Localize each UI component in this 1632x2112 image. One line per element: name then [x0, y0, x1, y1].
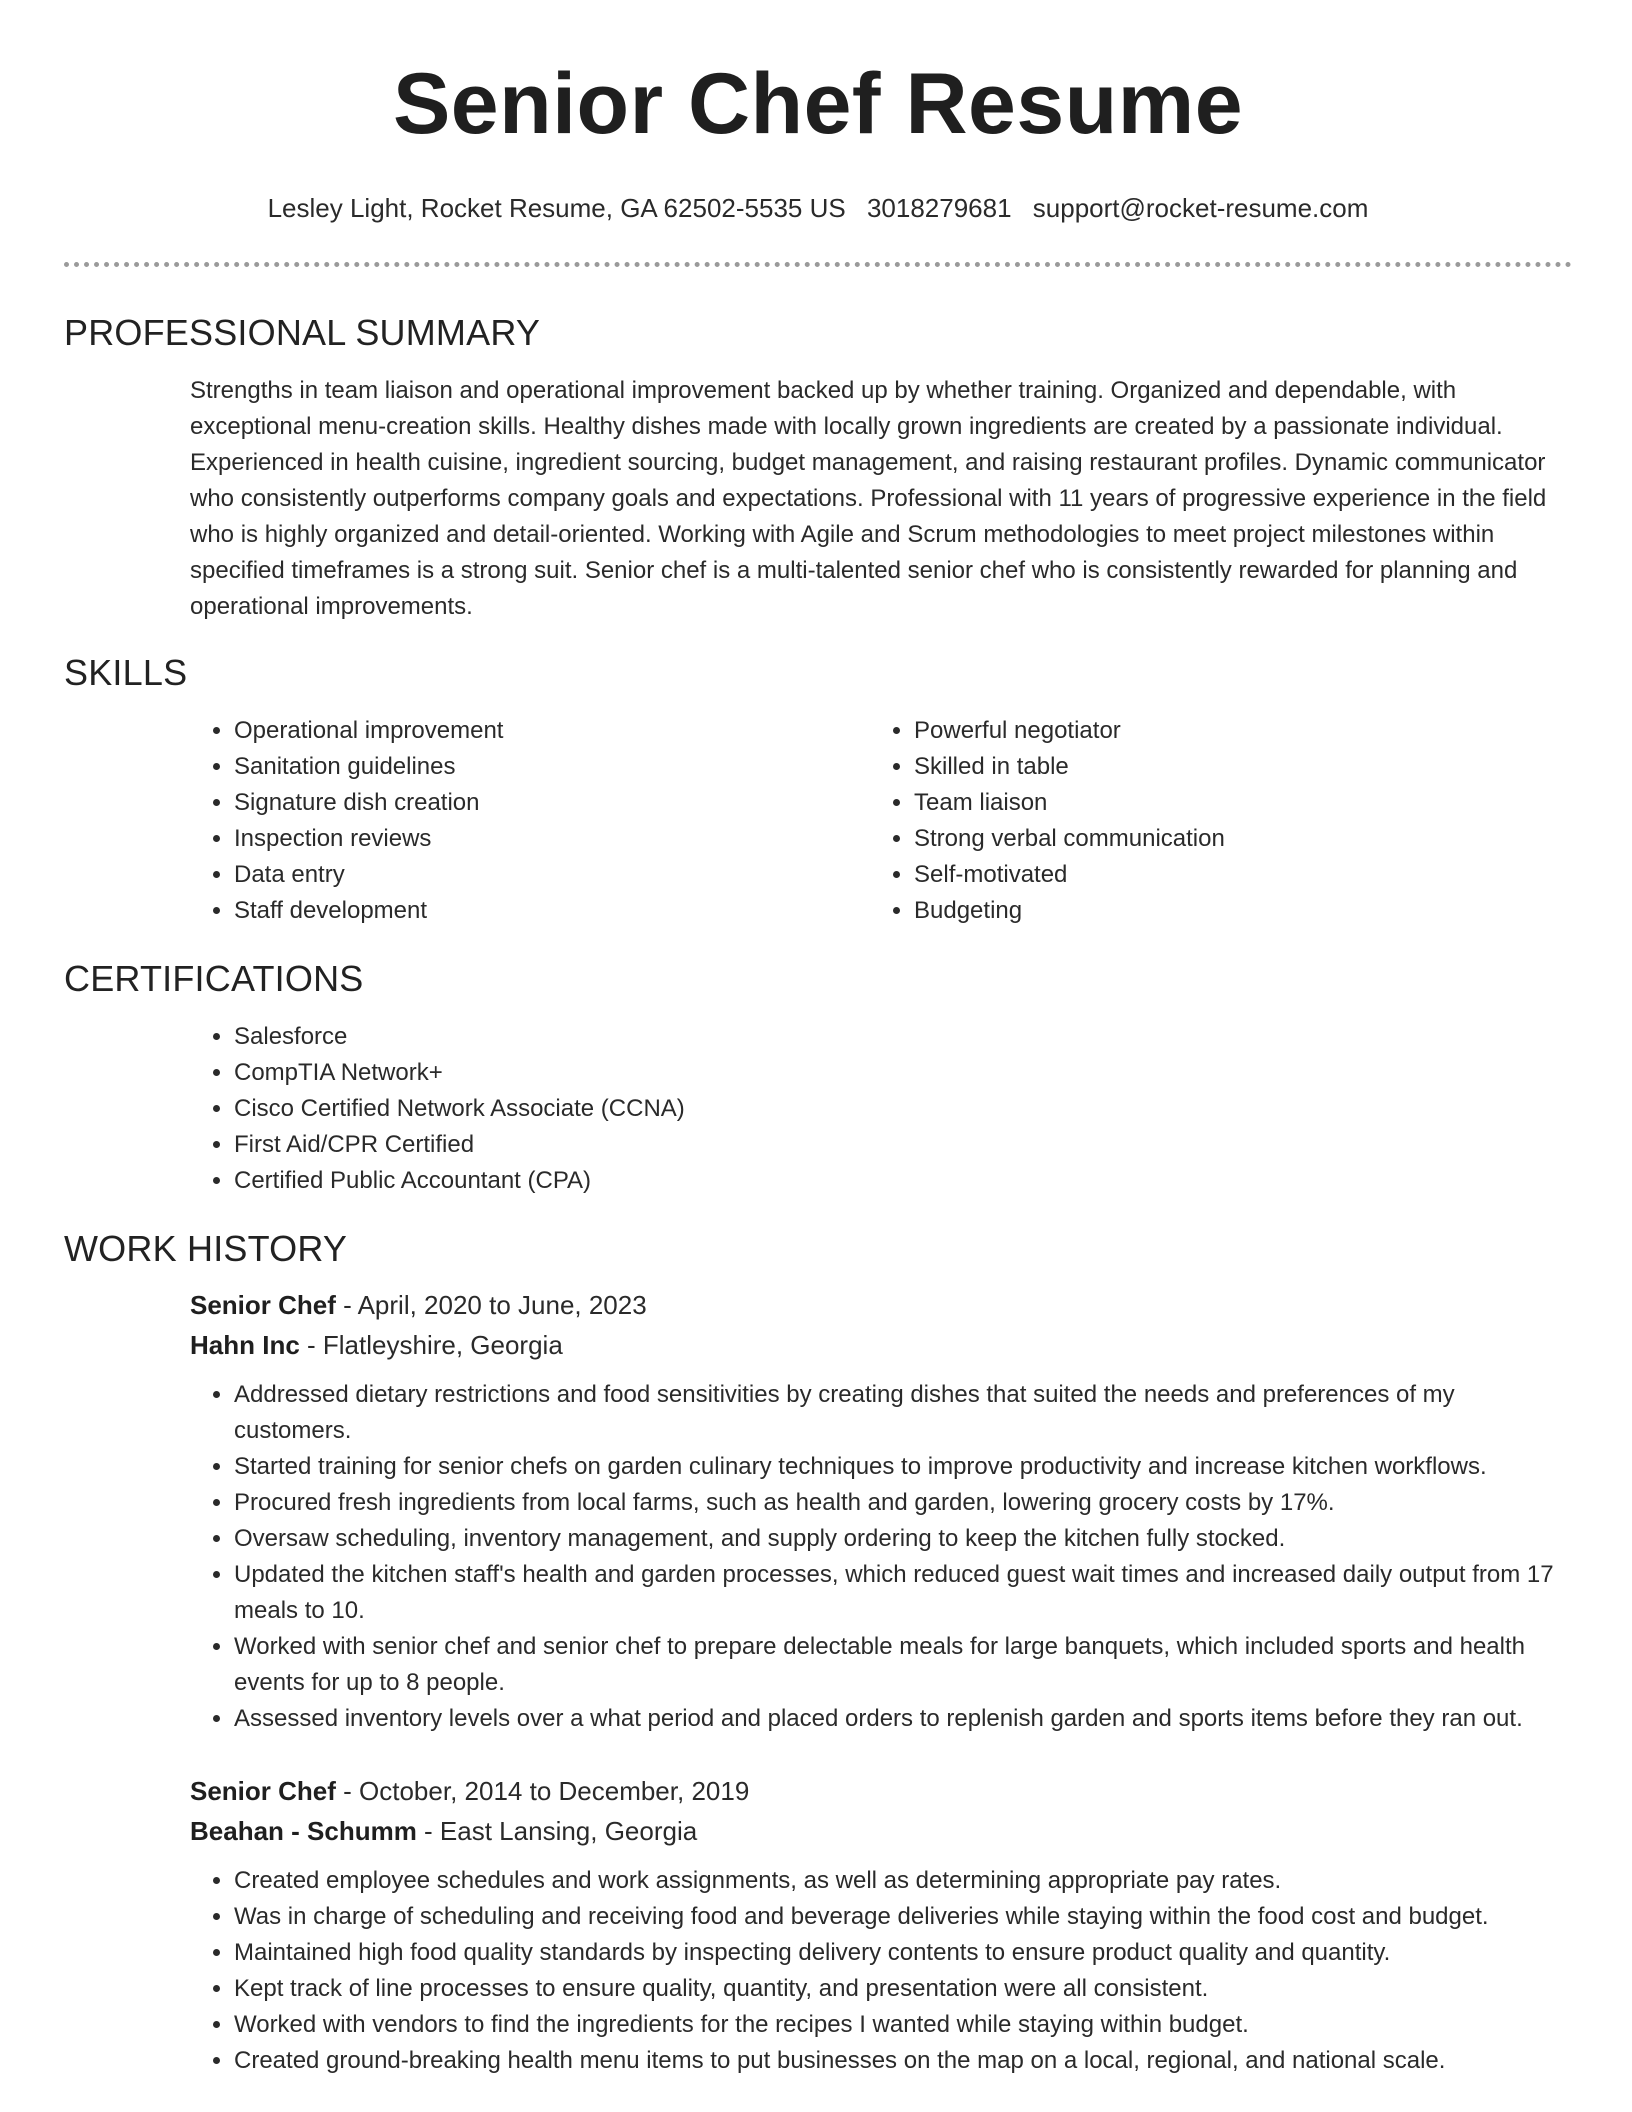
job-title-line	[190, 1771, 1572, 1811]
job-entry	[190, 1285, 1572, 1737]
page-title: Senior Chef Resume	[392, 56, 1244, 152]
skill-item: • Self-motivated	[914, 857, 1550, 893]
job-bullet: • Addressed dietary restrictions and food sensitivities by creating dishes that suited the needs and preferences of my customers.	[234, 1377, 1572, 1449]
job-company: Hahn Inc	[190, 1330, 300, 1360]
contact-line	[64, 190, 1572, 226]
skill-item: • Team liaison	[914, 785, 1550, 821]
job-bullet: • Kept track of line processes to ensure quality, quantity, and presentation were all consistent.	[234, 1971, 1572, 2007]
skills-right-column	[870, 713, 1550, 929]
job-title-line	[190, 1285, 1572, 1325]
job-bullet: • Created employee schedules and work assignments, as well as determining appropriate pay rates.	[234, 1863, 1572, 1899]
job-company-line	[190, 1325, 1572, 1365]
job-dates: - October, 2014 to December, 2019	[335, 1776, 750, 1806]
job-bullet: • Oversaw scheduling, inventory management, and supply ordering to keep the kitchen fully stocked.	[234, 1521, 1572, 1557]
skills-heading: SKILLS	[64, 652, 188, 693]
work-history-heading: WORK HISTORY	[64, 1228, 348, 1269]
certifications-list	[190, 1019, 1572, 1199]
job-role: Senior Chef	[190, 1290, 336, 1320]
job-bullet: • Maintained high food quality standards by inspecting delivery contents to ensure product quality and quantity.	[234, 1935, 1572, 1971]
skills-left-column	[190, 713, 870, 929]
certification-item: • First Aid/CPR Certified	[234, 1127, 1572, 1163]
job-bullet: • Worked with vendors to find the ingredients for the recipes I wanted while staying within budget.	[234, 2007, 1572, 2043]
job-bullet: • Procured fresh ingredients from local farms, such as health and garden, lowering grocery costs by 17%.	[234, 1485, 1572, 1521]
job-bullet: • Worked with senior chef and senior chef to prepare delectable meals for large banquets, which included sports and health events for up to 8 people.	[234, 1629, 1572, 1701]
dotted-divider	[64, 262, 1572, 267]
summary-heading: PROFESSIONAL SUMMARY	[64, 312, 541, 353]
skill-item: • Budgeting	[914, 893, 1550, 929]
job-dates: - April, 2020 to June, 2023	[335, 1290, 647, 1320]
contact-address: Lesley Light, Rocket Resume, GA 62502-5535 US	[267, 193, 846, 223]
job-bullet: • Was in charge of scheduling and receiving food and beverage deliveries while staying within the food cost and budget.	[234, 1899, 1572, 1935]
job-bullet: • Assessed inventory levels over a what period and placed orders to replenish garden and sports items before they ran out.	[234, 1701, 1572, 1737]
skill-item: • Data entry	[234, 857, 870, 893]
job-bullet: • Started training for senior chefs on garden culinary techniques to improve productivity and increase kitchen workflows.	[234, 1449, 1572, 1485]
job-role: Senior Chef	[190, 1776, 336, 1806]
job-company: Beahan - Schumm	[190, 1816, 417, 1846]
job-location: - East Lansing, Georgia	[416, 1816, 698, 1846]
skill-item: • Inspection reviews	[234, 821, 870, 857]
contact-phone: 3018279681	[866, 193, 1012, 223]
skill-item: • Sanitation guidelines	[234, 749, 870, 785]
skill-item: • Staff development	[234, 893, 870, 929]
skill-item: • Strong verbal communication	[914, 821, 1550, 857]
job-bullet: • Created ground-breaking health menu items to put businesses on the map on a local, regional, and national scale.	[234, 2043, 1572, 2079]
skills-grid	[190, 713, 1572, 929]
certifications-heading: CERTIFICATIONS	[64, 958, 364, 999]
skill-item: • Skilled in table	[914, 749, 1550, 785]
job-company-line	[190, 1811, 1572, 1851]
certification-item: • Certified Public Accountant (CPA)	[234, 1163, 1572, 1199]
contact-email: support@rocket-resume.com	[1032, 193, 1369, 223]
job-bullet: • Updated the kitchen staff's health and garden processes, which reduced guest wait times and increased daily output from 17 meals to 10.	[234, 1557, 1572, 1629]
skill-item: • Signature dish creation	[234, 785, 870, 821]
job-bullets	[64, 1377, 1572, 1737]
skill-item: • Powerful negotiator	[914, 713, 1550, 749]
resume-page	[64, 0, 1572, 2079]
job-entry	[190, 1771, 1572, 2079]
certification-item: • Salesforce	[234, 1019, 1572, 1055]
summary-text: Strengths in team liaison and operational improvement backed up by whether training. Organized and dependable, with exceptional menu-creation skills. Healthy dishes made with locally grown ingredients are created by a passionate individual. Experienced in health cuisine, ingredient sourcing, budget management, and raising restaurant profiles. Dynamic communicator who consistently outperforms company goals and expectations. Professional with 11 years of progressive experience in the field who is highly organized and detail-oriented. Working with Agile and Scrum methodologies to meet project milestones within specified timeframes is a strong suit. Senior chef is a multi-talented senior chef who is consistently rewarded for planning and operational improvements.	[190, 377, 1547, 620]
job-location: - Flatleyshire, Georgia	[299, 1330, 563, 1360]
certification-item: • Cisco Certified Network Associate (CCNA)	[234, 1091, 1572, 1127]
skill-item: • Operational improvement	[234, 713, 870, 749]
job-bullets	[64, 1863, 1572, 2079]
certification-item: • CompTIA Network+	[234, 1055, 1572, 1091]
